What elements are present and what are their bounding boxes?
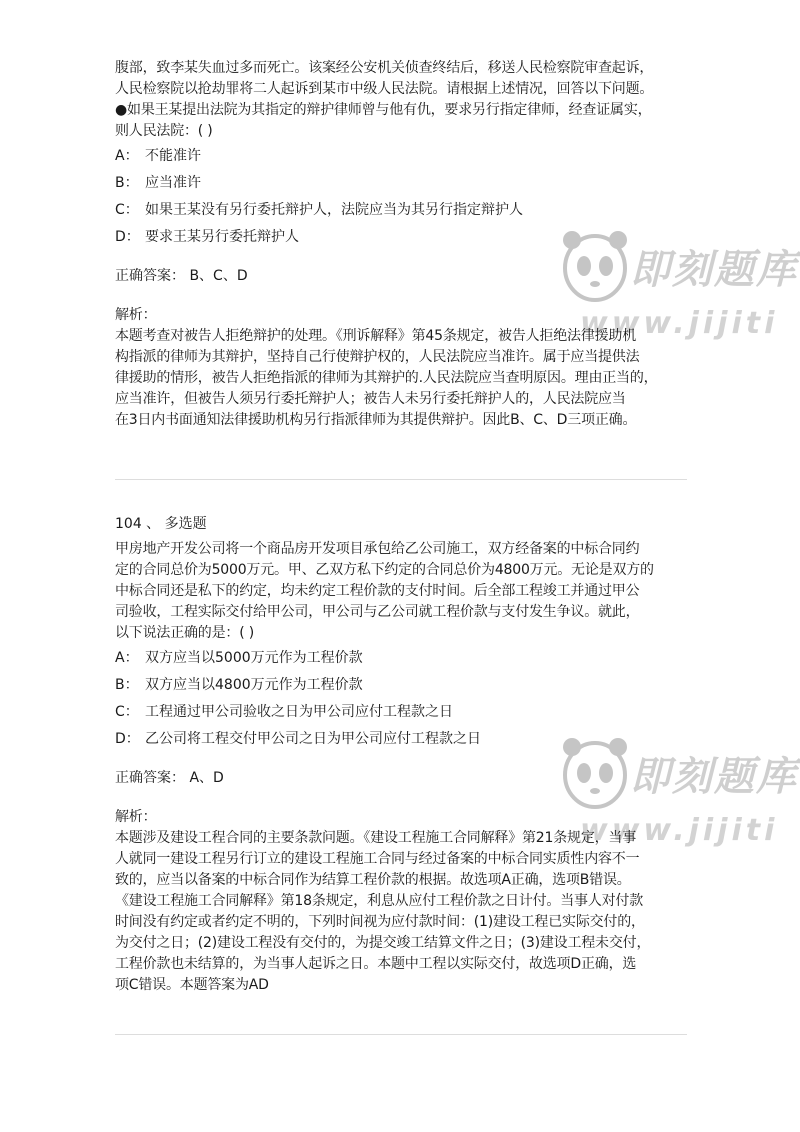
- watermark-brand: 即刻题库: [630, 247, 798, 293]
- option-d: D： 乙公司将工程交付甲公司之日为甲公司应付工程款之日: [115, 731, 481, 747]
- option-d: D： 要求王某另行委托辩护人: [115, 229, 299, 245]
- question-type: 多选题: [164, 516, 207, 532]
- question-stem: [115, 539, 687, 644]
- analysis-line: 本题考查对被告人拒绝辩护的处理。《刑诉解释》第45条规定，被告人拒绝法律援助机: [115, 328, 637, 344]
- stem-line: 甲房地产开发公司将一个商品房开发项目承包给乙公司施工，双方经备案的中标合同约: [115, 541, 640, 557]
- question-1: [115, 58, 687, 431]
- stem-line: ●如果王某提出法院为其指定的辩护律师曾与他有仇，要求另行指定律师，经查证属实，: [115, 102, 652, 118]
- option-a: A： 不能准许: [115, 148, 201, 164]
- analysis-line: 本题涉及建设工程合同的主要条款问题。《建设工程施工合同解释》第21条规定，当事: [115, 830, 637, 846]
- stem-line: 人民检察院以抢劫罪将二人起诉到某市中级人民法院。请根据上述情况，回答以下问题。: [115, 81, 654, 97]
- analysis-line: 致的，应当以备案的中标合同作为结算工程价款的根据。故选项A正确，选项B错误。: [115, 872, 631, 888]
- option-c: C： 如果王某没有另行委托辩护人，法院应当为其另行指定辩护人: [115, 202, 523, 218]
- analysis-line: 应当准许，但被告人须另行委托辩护人；被告人未另行委托辩护人的，人民法院应当: [115, 391, 626, 407]
- option-c: C： 工程通过甲公司验收之日为甲公司应付工程款之日: [115, 704, 453, 720]
- analysis-line: 工程价款也未结算的，为当事人起诉之日。本题中工程以实际交付，故选项D正确，选: [115, 956, 637, 972]
- analysis-line: 构指派的律师为其辩护，坚持自己行使辩护权的，人民法院应当准许。属于应当提供法: [115, 349, 640, 365]
- analysis-line: 律援助的情形，被告人拒绝指派的律师为其辩护的.人民法院应当查明原因。理由正当的，: [115, 370, 658, 386]
- answer-value: A、D: [189, 770, 224, 786]
- analysis-line: 人就同一建设工程另行订立的建设工程施工合同与经过备案的中标合同实质性内容不一: [115, 851, 640, 867]
- document-page: [115, 58, 687, 1035]
- correct-answer: 正确答案： A、D: [115, 770, 224, 786]
- question-104: [115, 514, 687, 996]
- stem-line: 定的合同总价为5000万元。甲、乙双方私下约定的合同总价为4800万元。无论是双方的: [115, 562, 654, 578]
- analysis-line: 时间没有约定或者约定不明的，下列时间视为应付款时间：(1)建设工程已实际交付的，: [115, 914, 645, 930]
- stem-line: 则人民法院：( ): [115, 123, 213, 139]
- analysis-text: [115, 326, 687, 431]
- analysis-line: 项C错误。本题答案为AD: [115, 977, 269, 993]
- stem-line: 腹部，致李某失血过多而死亡。该案经公安机关侦查终结后，移送人民检察院审查起诉，: [115, 60, 654, 76]
- stem-line: 以下说法正确的是：( ): [115, 625, 254, 641]
- analysis-label: 解析：: [115, 307, 157, 323]
- stem-line: 司验收，工程实际交付给甲公司，甲公司与乙公司就工程价款与支付发生争议。就此，: [115, 604, 640, 620]
- question-number: 104 、: [115, 516, 161, 532]
- stem-line: 中标合同还是私下的约定，均未约定工程价款的支付时间。后全部工程竣工并通过甲公: [115, 583, 640, 599]
- divider: [115, 1034, 687, 1035]
- correct-answer: 正确答案： B、C、D: [115, 268, 248, 284]
- question-header: [115, 514, 687, 535]
- answer-value: B、C、D: [189, 268, 248, 284]
- analysis-label: 解析：: [115, 809, 157, 825]
- option-b: B： 应当准许: [115, 175, 201, 191]
- option-b: B： 双方应当以4800万元作为工程价款: [115, 677, 363, 693]
- option-a: A： 双方应当以5000万元作为工程价款: [115, 650, 363, 666]
- watermark-site: www.jijiti: [580, 813, 779, 848]
- watermark-site: www.jijiti: [580, 306, 779, 341]
- question-stem: [115, 58, 687, 142]
- analysis-line: 为交付之日；(2)建设工程没有交付的，为提交竣工结算文件之日；(3)建设工程未交付，: [115, 935, 651, 951]
- analysis-line: 在3日内书面通知法律援助机构另行指派律师为其提供辩护。因此B、C、D三项正确。: [115, 412, 637, 428]
- watermark-brand: 即刻题库: [630, 754, 798, 800]
- analysis-line: 《建设工程施工合同解释》第18条规定，利息从应付工程价款之日计付。当事人对付款: [115, 893, 644, 909]
- analysis-text: [115, 828, 687, 996]
